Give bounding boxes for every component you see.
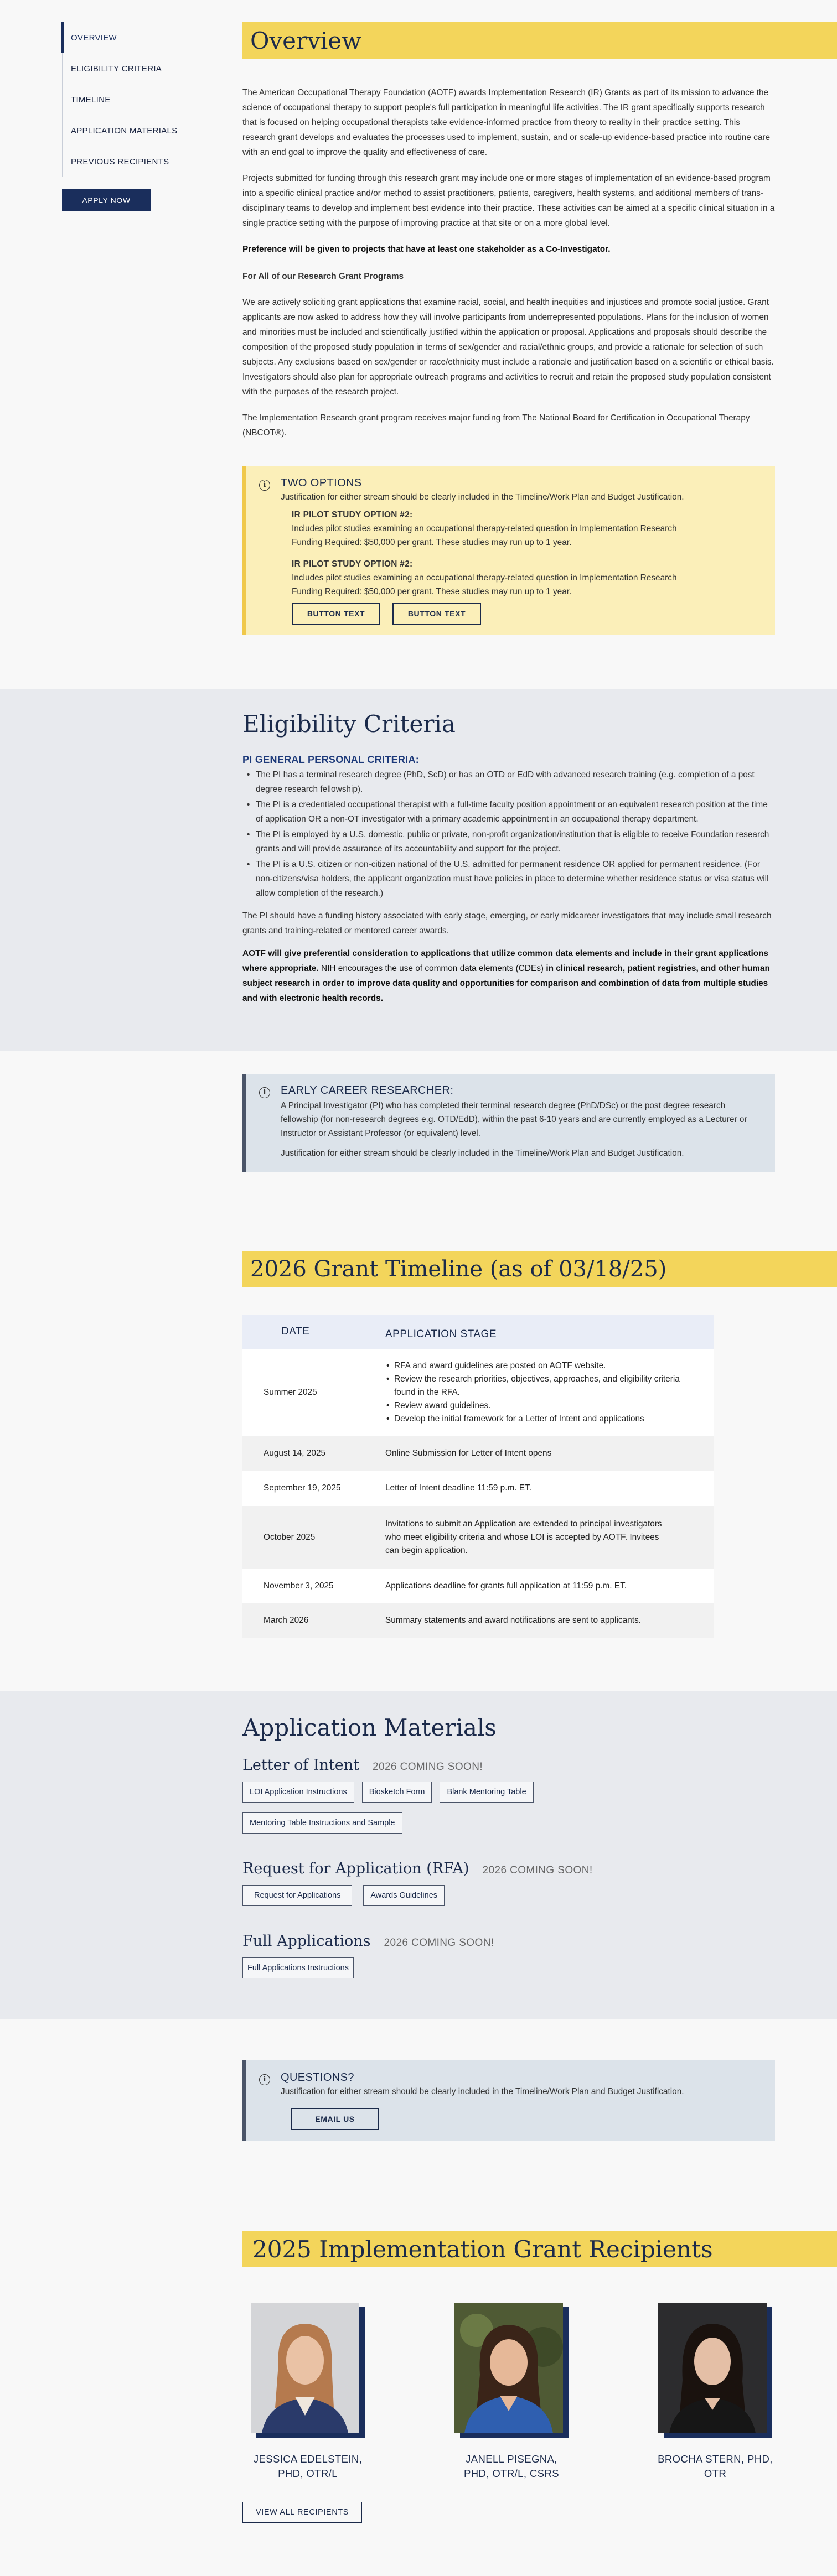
nav-item-timeline[interactable]: TIMELINE xyxy=(71,95,111,105)
stage-item: • Review the research priorities, objectives, approaches, and eligibility criteria found in the RFA. xyxy=(385,1373,714,1399)
view-all-recipients-button[interactable]: VIEW ALL RECIPIENTS xyxy=(242,2502,362,2523)
option-label: IR PILOT STUDY OPTION #2: xyxy=(292,559,413,569)
rfa-coming-soon: 2026 COMING SOON! xyxy=(482,1865,593,1876)
recipient-photo xyxy=(251,2303,365,2438)
option-button-1[interactable]: BUTTON TEXT xyxy=(292,603,380,625)
option-label: IR PILOT STUDY OPTION #2: xyxy=(292,510,413,520)
table-row xyxy=(242,1506,714,1569)
awards-guidelines-button[interactable]: Awards Guidelines xyxy=(363,1885,445,1906)
two-options-title: TWO OPTIONS xyxy=(281,477,362,489)
table-row xyxy=(242,1569,714,1603)
nav-item-application-materials[interactable]: APPLICATION MATERIALS xyxy=(71,126,178,136)
rfa-buttons xyxy=(242,1885,775,1906)
row-stage: Summary statements and award notifications are sent to applicants. xyxy=(385,1603,714,1638)
nav-item-previous-recipients[interactable]: PREVIOUS RECIPIENTS xyxy=(71,157,169,167)
portrait-icon xyxy=(454,2303,563,2433)
eligibility-item: • The PI is a U.S. citizen or non-citizen national of the U.S. admitted for permanent residence OR applied for permanent residence. (For non-citizens/visa holders, the applicant organization must have policies in place to determine whether residence status or visa status will allow completion of the research.) xyxy=(242,858,775,901)
option-description: Includes pilot studies examining an occupational therapy-related question in Implementation Research xyxy=(292,573,677,583)
eligibility-item: • The PI is a credentialed occupational therapist with a full-time faculty position appointment or an equivalent research position at the time of application OR a non-OT investigator with a primary academic appointment in an occupational therapy department. xyxy=(242,798,775,827)
loi-title: Letter of Intent xyxy=(242,1757,360,1774)
row-date: March 2026 xyxy=(242,1603,385,1638)
cde-note-bold: in clinical research, patient registries, and other human subject research in order to improve data quality and opportunities for comparison and combination of data from multiple studies and with electronic health records. xyxy=(242,964,770,1003)
nav-item-overview[interactable]: OVERVIEW xyxy=(61,22,184,53)
blank-mentoring-table-button[interactable]: Blank Mentoring Table xyxy=(440,1782,533,1803)
two-options-callout xyxy=(242,466,775,635)
rfa-heading xyxy=(242,1860,775,1877)
row-stage: Letter of Intent deadline 11:59 p.m. ET. xyxy=(385,1471,714,1506)
request-for-applications-button[interactable]: Request for Applications xyxy=(242,1885,352,1906)
recipients-title: 2025 Implementation Grant Recipients xyxy=(242,2231,837,2267)
table-row xyxy=(242,1436,714,1471)
questions-callout xyxy=(242,2060,775,2141)
option-description: Includes pilot studies examining an occupational therapy-related question in Implementation Research xyxy=(292,524,677,533)
overview-paragraph-2: Projects submitted for funding through this research grant may include one or more stages of implementation of an evidence-based program into a specific clinical practice and/or method to assist practitioners, patients, caregivers, health systems, and additional members of trans-disciplinary teams to develop and implement best evidence into their practice. These activities can be aimed at a specific clinical situation in a single practice setting with the purpose of improving practice at that site or on a more global level. xyxy=(242,174,775,228)
full-app-buttons xyxy=(242,1957,775,1978)
loi-instructions-button[interactable]: LOI Application Instructions xyxy=(242,1782,354,1803)
early-career-callout xyxy=(242,1074,775,1172)
cde-note-normal: NIH encourages the use of common data elements (CDEs) xyxy=(318,964,546,973)
recipient-photo xyxy=(454,2303,569,2438)
recipient-card xyxy=(445,2303,578,2481)
info-icon: i xyxy=(259,2074,270,2085)
row-date: October 2025 xyxy=(242,1506,385,1569)
biosketch-form-button[interactable]: Biosketch Form xyxy=(362,1782,432,1803)
overview-paragraph-1: The American Occupational Therapy Foundation (AOTF) awards Implementation Research (IR) Grants as part of its mission to advance the science of occupational therapy to support people's full participation in meaningful life activities. The IR grant specifically supports research that is focused on helping occupational therapists take evidence-informed practice from theory to reality in their practice setting. This research grant develops and evaluates the processes used to implement, sustain, and or scale-up evidence-based practice into routine care with an end goal to improve the quality and effectiveness of care. xyxy=(242,88,771,157)
eligibility-list xyxy=(242,768,775,901)
recipient-card xyxy=(241,2303,374,2481)
row-stage: Invitations to submit an Application are extended to principal investigators who meet eligibility criteria and whose LOI is accepted by AOTF. Invitees can begin application. xyxy=(385,1506,714,1569)
column-header-stage: APPLICATION STAGE xyxy=(385,1315,714,1349)
materials-section xyxy=(242,1714,775,1978)
recipient-name: JESSICA EDELSTEIN, PHD, OTR/L xyxy=(253,2453,363,2479)
portrait-icon xyxy=(251,2303,359,2433)
table-row xyxy=(242,1349,714,1436)
for-all-heading: For All of our Research Grant Programs xyxy=(242,272,404,281)
full-app-coming-soon: 2026 COMING SOON! xyxy=(384,1937,494,1949)
full-app-title: Full Applications xyxy=(242,1933,371,1950)
stage-item: • Develop the initial framework for a Letter of Intent and applications xyxy=(385,1412,714,1426)
nav-item-eligibility[interactable]: ELIGIBILITY CRITERIA xyxy=(71,64,162,74)
row-date: August 14, 2025 xyxy=(242,1436,385,1471)
info-icon: i xyxy=(259,1087,270,1098)
table-row xyxy=(242,1603,714,1638)
cde-note-bold: AOTF will give preferential consideration to applications that utilize common data elements and include in their grant applications where appropriate. xyxy=(242,949,769,973)
eligibility-item: • The PI is employed by a U.S. domestic, public or private, non-profit organization/institution that is eligible to receive Foundation research grants and will provide assurance of its accountability and support for the project. xyxy=(242,828,775,856)
apply-now-button[interactable]: APPLY NOW xyxy=(62,189,151,211)
materials-title: Application Materials xyxy=(242,1714,497,1741)
row-stage xyxy=(385,1349,714,1436)
early-career-justification: Justification for either stream should be clearly included in the Timeline/Work Plan and Budget Justification. xyxy=(281,1149,684,1158)
side-nav xyxy=(62,22,184,211)
overview-section xyxy=(242,85,775,440)
loi-heading xyxy=(242,1757,775,1774)
options-list xyxy=(292,508,757,599)
row-date: September 19, 2025 xyxy=(242,1471,385,1506)
mentoring-table-instructions-button[interactable]: Mentoring Table Instructions and Sample xyxy=(242,1812,402,1834)
row-date: November 3, 2025 xyxy=(242,1569,385,1603)
stage-item: • RFA and award guidelines are posted on AOTF website. xyxy=(385,1359,714,1373)
questions-title: QUESTIONS? xyxy=(281,2071,354,2084)
eligibility-section xyxy=(242,710,775,1006)
overview-paragraph-4: The Implementation Research grant program receives major funding from The National Board for Certification in Occupational Therapy (NBCOT®). xyxy=(242,413,750,438)
eligibility-item: • The PI has a terminal research degree (PhD, ScD) or has an OTD or EdD with advanced research training (e.g. completion of a post degree research fellowship). xyxy=(242,768,775,797)
row-date: Summer 2025 xyxy=(242,1349,385,1436)
loi-buttons-row-2 xyxy=(242,1812,775,1834)
loi-buttons xyxy=(242,1782,775,1803)
early-career-title: EARLY CAREER RESEARCHER: xyxy=(281,1084,454,1097)
column-header-date: DATE xyxy=(242,1315,385,1349)
stage-item: • Review award guidelines. xyxy=(385,1399,714,1412)
recipient-card xyxy=(649,2303,782,2481)
overview-title: Overview xyxy=(242,22,837,59)
two-options-intro: Justification for either stream should be clearly included in the Timeline/Work Plan and Budget Justification. xyxy=(281,492,684,502)
cde-note xyxy=(242,946,775,1006)
timeline-table xyxy=(242,1315,714,1638)
option-button-2[interactable]: BUTTON TEXT xyxy=(392,603,481,625)
full-app-heading xyxy=(242,1933,775,1950)
table-row xyxy=(242,1471,714,1506)
funding-history-note: The PI should have a funding history associated with early stage, emerging, or early midcareer investigators that may include small research grants and training-related or mentored career awards. xyxy=(242,911,772,936)
early-career-description: A Principal Investigator (PI) who has completed their terminal research degree (PhD/DSc) or the post degree research fellowship (for non-research degrees e.g. OTD/EdD), within the past 6-10 years and are currently employed as a Lecturer or Instructor or Assistant Professor (or equivalent) level. xyxy=(281,1101,747,1138)
recipient-name: JANELL PISEGNA, PHD, OTR/L, CSRS xyxy=(464,2453,559,2479)
recipient-name: BROCHA STERN, PHD, OTR xyxy=(658,2453,773,2479)
row-stage: Applications deadline for grants full application at 11:59 p.m. ET. xyxy=(385,1569,714,1603)
rfa-title: Request for Application (RFA) xyxy=(242,1860,469,1877)
info-icon: i xyxy=(259,480,270,491)
questions-text: Justification for either stream should be clearly included in the Timeline/Work Plan and Budget Justification. xyxy=(281,2087,684,2096)
timeline-title: 2026 Grant Timeline (as of 03/18/25) xyxy=(242,1251,837,1287)
email-us-button[interactable]: EMAIL US xyxy=(291,2108,379,2130)
full-app-instructions-button[interactable]: Full Applications Instructions xyxy=(242,1957,354,1978)
eligibility-subhead: PI GENERAL PERSONAL CRITERIA: xyxy=(242,754,420,765)
loi-coming-soon: 2026 COMING SOON! xyxy=(373,1761,483,1773)
overview-paragraph-3: We are actively soliciting grant applications that examine racial, social, and health inequities and injustices and promote social justice. Grant applicants are now asked to address how they will involve participants from underrepresented populations. Plans for the inclusion of women and minorities must be included and scientifically justified within the application or proposal. Applications and proposals should describe the composition of the proposed study population in terms of sex/gender and racial/ethnic groups, and provide a rationale for selection of such subjects. Any exclusions based on sex/gender or race/ethnicity must include a rationale and justification based on a scientific or ethical basis. Investigators should also plan for appropriate outreach programs and activities to recruit and retain the proposed study population consistent with the purposes of the research project. xyxy=(242,298,774,397)
option-funding: Funding Required: $50,000 per grant. These studies may run up to 1 year. xyxy=(292,538,572,547)
option-funding: Funding Required: $50,000 per grant. These studies may run up to 1 year. xyxy=(292,587,572,596)
portrait-icon xyxy=(658,2303,767,2433)
preference-note: Preference will be given to projects that have at least one stakeholder as a Co-Investigator. xyxy=(242,245,611,254)
recipient-photo xyxy=(658,2303,772,2438)
row-stage: Online Submission for Letter of Intent opens xyxy=(385,1436,714,1471)
eligibility-title: Eligibility Criteria xyxy=(242,710,456,738)
